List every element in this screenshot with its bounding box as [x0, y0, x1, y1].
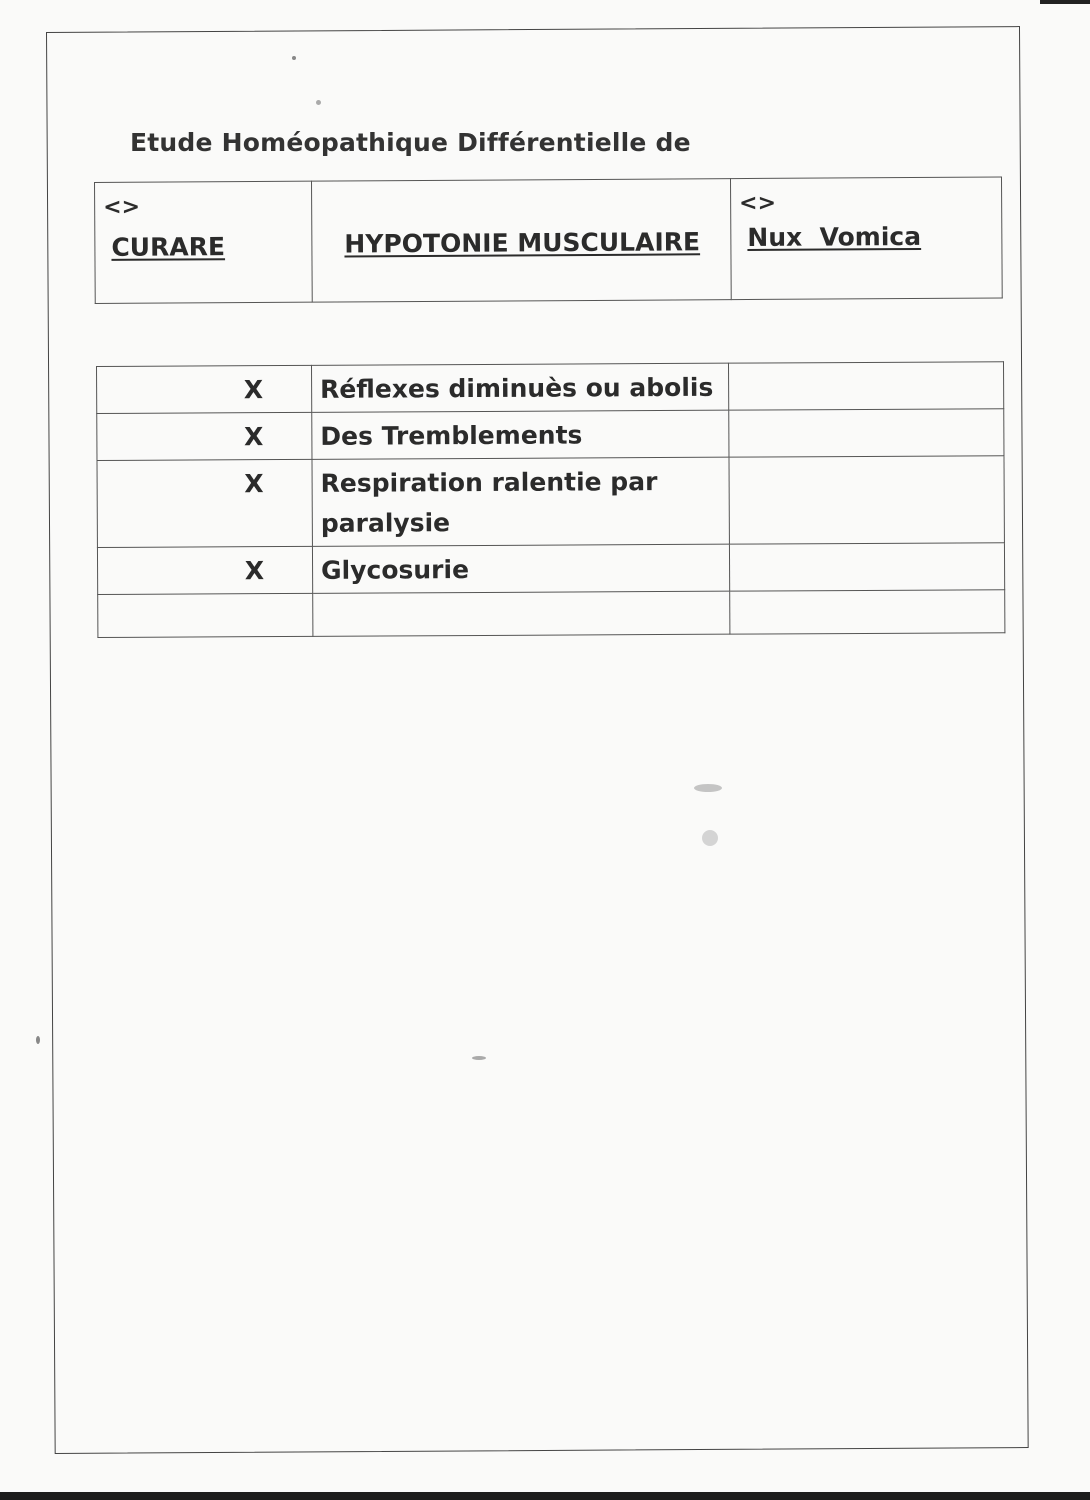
- scan-speck: [292, 56, 296, 60]
- right-mark: [730, 590, 1005, 634]
- right-mark: [729, 543, 1004, 591]
- left-mark: X: [97, 365, 312, 413]
- theme-name: HYPOTONIE MUSCULAIRE: [344, 227, 701, 259]
- remedy-left-name: CURARE: [111, 232, 226, 262]
- scan-speck: [702, 830, 718, 846]
- header-right-cell: [730, 177, 1002, 300]
- symptom-cell: [312, 457, 729, 546]
- symptom-table: [96, 361, 1005, 638]
- table-row: [97, 409, 1004, 461]
- header-center-cell: [311, 179, 731, 303]
- scan-edge-bottom: [0, 1492, 1090, 1500]
- left-mark: X: [97, 412, 312, 460]
- scan-speck: [472, 1056, 486, 1060]
- symptom-cell: Réflexes diminuès ou abolis: [311, 363, 728, 412]
- comparison-marker: <>: [103, 194, 141, 220]
- symptom-cell: Des Tremblements: [312, 410, 729, 459]
- table-row: [97, 543, 1004, 595]
- header-left-cell: [95, 181, 313, 303]
- page-title: Etude Homéopathique Différentielle de: [130, 128, 691, 157]
- right-mark: [729, 456, 1004, 544]
- table-row: [98, 590, 1005, 638]
- scan-speck: [316, 100, 321, 105]
- scan-speck: [694, 784, 722, 792]
- table-row: [97, 456, 1004, 548]
- comparison-marker: <>: [739, 190, 777, 217]
- left-mark: X: [97, 546, 312, 594]
- remedy-header-table: [94, 176, 1003, 304]
- right-mark: [728, 362, 1003, 410]
- left-mark: [98, 593, 313, 637]
- table-row: [97, 362, 1004, 414]
- symptom-cell: [313, 591, 730, 636]
- symptom-text: Respiration ralentie par paralysie: [320, 467, 658, 538]
- right-mark: [729, 409, 1004, 457]
- symptom-cell: Glycosurie: [312, 544, 729, 593]
- remedy-right-name: Nux Vomica: [747, 221, 922, 253]
- scan-speck: [36, 1036, 40, 1044]
- scan-edge-top: [1040, 0, 1090, 4]
- left-mark: X: [97, 459, 312, 547]
